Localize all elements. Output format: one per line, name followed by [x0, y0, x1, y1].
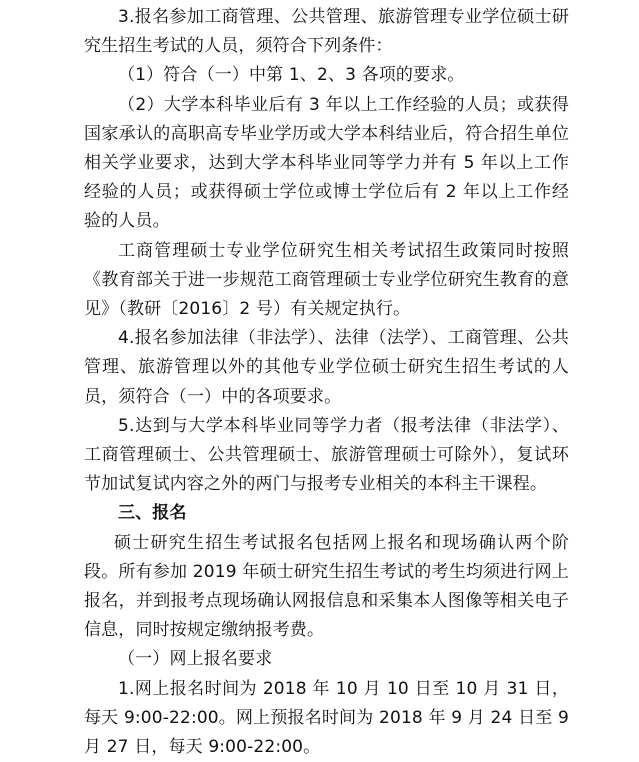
paragraph-condition-3: 3.报名参加工商管理、公共管理、旅游管理专业学位硕士研究生招生考试的人员，须符合下列条件： — [84, 7, 569, 57]
paragraph-condition-5: 5.达到与大学本科毕业同等学力者（报考法律（非法学）、工商管理硕士、公共管理硕士、旅游管理硕士可除外），复试环节加试复试内容之外的两门与报考专业相关的本科主干课程。 — [84, 415, 569, 495]
section-heading-registration: 三、报名 — [118, 503, 187, 524]
paragraph-registration-overview: 硕士研究生招生考试报名包括网上报名和现场确认两个阶段。所有参加 2019 年硕士研究生招生考试的考生均须进行网上报名，并到报考点现场确认网报信息和采集本人图像等相关电子信息，同时按规定缴纳报考费。 — [84, 532, 569, 641]
paragraph-condition-3-item-1: （1）符合（一）中第 1、2、3 各项的要求。 — [118, 65, 465, 86]
paragraph-mba-policy: 工商管理硕士专业学位研究生相关考试招生政策同时按照《教育部关于进一步规范工商管理硕士专业学位研究生教育的意见》（教研〔2016〕2 号）有关规定执行。 — [84, 240, 569, 320]
subheading-online-registration: （一）网上报名要求 — [118, 649, 273, 670]
paragraph-condition-4: 4.报名参加法律（非法学）、法律（法学）、工商管理、公共管理、旅游管理以外的其他专业学位硕士研究生招生考试的人员，须符合（一）中的各项要求。 — [84, 328, 569, 407]
paragraph-condition-3-item-2: （2）大学本科毕业后有 3 年以上工作经验的人员；或获得国家承认的高职高专毕业学历或大学本科结业后，符合招生单位相关学业要求，达到大学本科毕业同等学力并有 5 年以上工作经验的人员；或获得硕士学位或博士学位后有 2 年以上工作经验的人员。 — [84, 94, 569, 232]
paragraph-online-registration-time: 1.网上报名时间为 2018 年 10 月 10 日至 10 月 31 日，每天 9:00-22:00。网上预报名时间为 2018 年 9 月 24 日至 9 月 27 日，每天 9:00-22:00。 — [84, 678, 569, 758]
